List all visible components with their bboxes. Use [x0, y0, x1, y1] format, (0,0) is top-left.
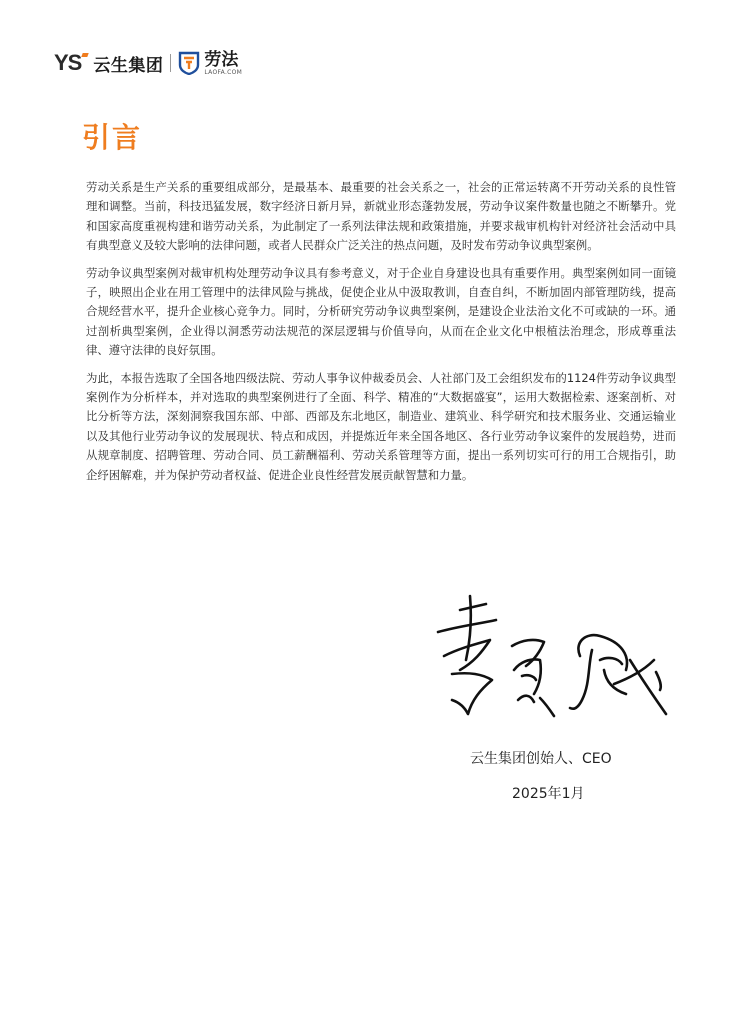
company-name: 云生集团 [93, 55, 164, 76]
signatory-position: 云生集团创始人、CEO [470, 751, 612, 767]
ys-logo [54, 52, 88, 74]
ys-logo-accent [82, 53, 89, 57]
ys-logo-text: YS [54, 50, 82, 75]
laofa-domain: LAOFA.COM [204, 68, 243, 76]
paragraph-2: 劳动争议典型案例对裁审机构处理劳动争议具有参考意义，对于企业自身建设也具有重要作用。典型案例如同一面镜子，映照出企业在用工管理中的法律风险与挑战，促使企业从中汲取教训，自查自纠，不断加固内部管理防线，提高合规经营水平，提升企业核心竞争力。同时，分析研究劳动争议典型案例，是建设企业法治文化不可或缺的一环。通过剖析典型案例，企业得以洞悉劳动法规范的深层逻辑与价值导向，从而在企业文化中根植法治理念，形成尊重法律、遵守法律的良好氛围。 [86, 265, 676, 358]
laofa-logo-text [204, 51, 242, 76]
signature-date: 2025年1月 [512, 786, 585, 802]
header-logos [54, 48, 242, 78]
body-text [86, 178, 676, 493]
laofa-logo-icon [178, 51, 200, 75]
paragraph-3: 为此，本报告选取了全国各地四级法院、劳动人事争议仲裁委员会、人社部门及工会组织发布的1124件劳动争议典型案例作为分析样本，并对选取的典型案例进行了全面、科学、精准的“大数据盛宴”，运用大数据检索、逐案剖析、对比分析等方法，深刻洞察我国东部、中部、西部及东北地区，制造业、建筑业、科学研究和技术服务业、交通运输业以及其他行业劳动争议的发展现状、特点和成因，并提炼近年来全国各地区、各行业劳动争议案件的发展趋势，进而从规章制度、招聘管理、劳动合同、员工薪酬福利、劳动关系管理等方面，提出一系列切实可行的用工合规指引，助企纾困解难，并为保护劳动者权益、促进企业良性经营发展贡献智慧和力量。 [86, 370, 676, 482]
paragraph-1: 劳动关系是生产关系的重要组成部分，是最基本、最重要的社会关系之一，社会的正常运转离不开劳动关系的良性管理和调整。当前，科技迅猛发展，数字经济日新月异，新就业形态蓬勃发展，劳动争议案件数量也随之不断攀升。党和国家高度重视构建和谐劳动关系，为此制定了一系列法律法规和政策措施，并要求裁审机构针对经济社会活动中具有典型意义及较大影响的法律问题，或者人民群众广泛关注的热点问题，及时发布劳动争议典型案例。 [86, 180, 676, 253]
handwritten-signature [430, 590, 680, 730]
laofa-name: 劳法 [204, 49, 239, 70]
page-title: 引言 [82, 121, 143, 154]
logo-divider [170, 54, 171, 72]
